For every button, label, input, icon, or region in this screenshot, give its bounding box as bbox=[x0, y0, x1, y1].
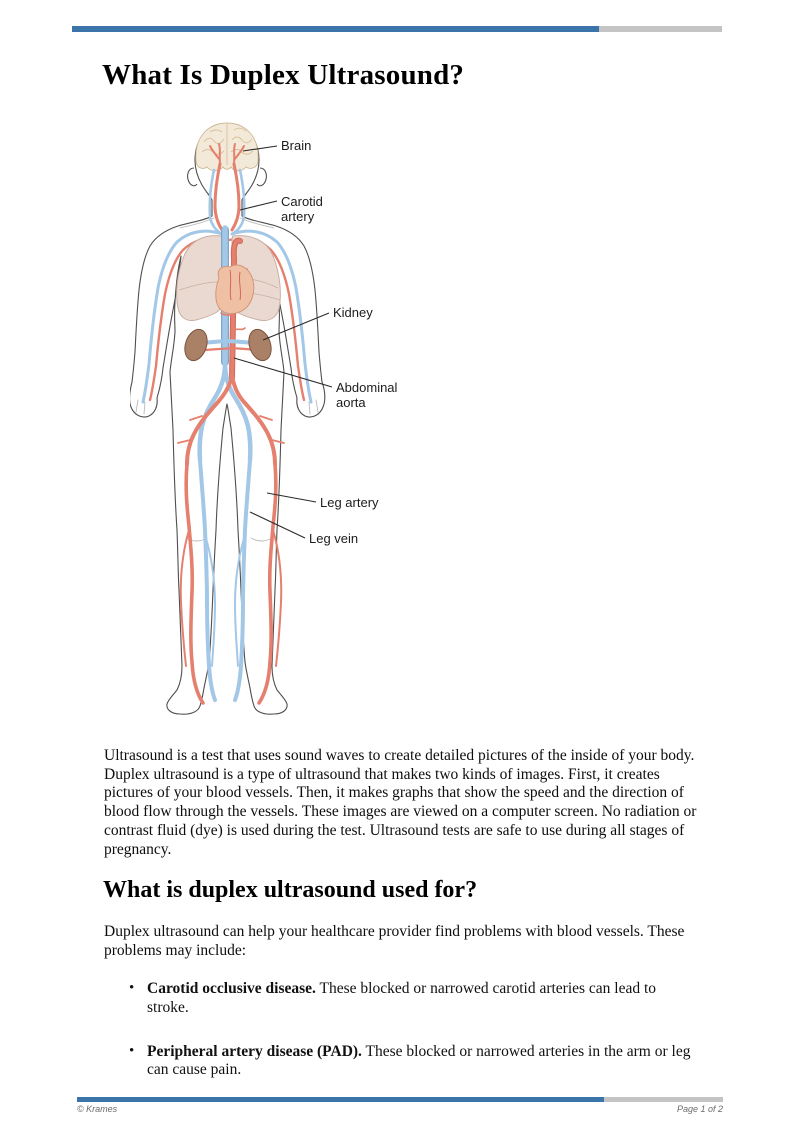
anatomy-figure-svg bbox=[130, 110, 470, 750]
label-aorta-line2: aorta bbox=[336, 395, 366, 410]
section-intro-paragraph: Duplex ultrasound can help your healthcare provider find problems with blood vessels. These problems may include: bbox=[104, 923, 685, 959]
label-brain: Brain bbox=[281, 138, 312, 153]
page-title: What Is Duplex Ultrasound? bbox=[102, 59, 465, 91]
footer-rule bbox=[77, 1097, 723, 1102]
label-kidney: Kidney bbox=[333, 305, 373, 320]
anatomy-illustration bbox=[130, 110, 470, 750]
footer-row bbox=[77, 1104, 723, 1114]
intro-paragraph: Ultrasound is a test that uses sound waves to create detailed pictures of the inside of your body. Duplex ultrasound is a type of ultrasound that makes two kinds of images. First, it creates pictures of your blood vessels. Then, it makes graphs that show the speed and the direction of blood flow through the vessels. These images are viewed on a computer screen. No radiation or contrast fluid (dye) is used during the test. Ultrasound tests are safe to use during all stages of pregnancy. bbox=[104, 747, 697, 858]
section-heading: What is duplex ultrasound used for? bbox=[103, 877, 478, 903]
right-ear bbox=[257, 168, 266, 186]
header-rule-blue bbox=[72, 26, 599, 32]
footer-page-number: Page 1 of 2 bbox=[676, 1104, 723, 1114]
list-item-lead: Peripheral artery disease (PAD). bbox=[147, 1042, 362, 1060]
header-rule bbox=[72, 26, 722, 32]
label-aorta-line1: Abdominal bbox=[336, 380, 398, 395]
footer-copyright: © Krames bbox=[77, 1104, 118, 1114]
problem-list bbox=[128, 980, 694, 1080]
left-ear bbox=[188, 168, 197, 186]
label-carotid-line2: artery bbox=[281, 209, 315, 224]
label-carotid-line1: Carotid bbox=[281, 194, 323, 209]
label-leg-vein: Leg vein bbox=[309, 531, 359, 546]
bullet-icon: • bbox=[129, 980, 135, 996]
list-item-peripheral-artery-disease bbox=[128, 1043, 694, 1081]
renal-vein-right bbox=[225, 341, 252, 343]
label-leg-artery: Leg artery bbox=[320, 495, 379, 510]
list-item-carotid-occlusive-disease bbox=[128, 980, 694, 1018]
list-item-text: These blocked or narrowed carotid arteries can lead to stroke. bbox=[147, 980, 657, 1016]
footer-rule-blue bbox=[77, 1097, 604, 1102]
footer-rule-gray bbox=[604, 1097, 723, 1102]
heart-shape bbox=[216, 265, 254, 314]
bullet-icon: • bbox=[129, 1042, 135, 1059]
list-item-lead: Carotid occlusive disease. bbox=[147, 980, 316, 997]
header-rule-gray bbox=[599, 26, 722, 32]
list-item-text: These blocked or narrowed arteries in the arm or leg can cause pain. bbox=[147, 1042, 691, 1079]
